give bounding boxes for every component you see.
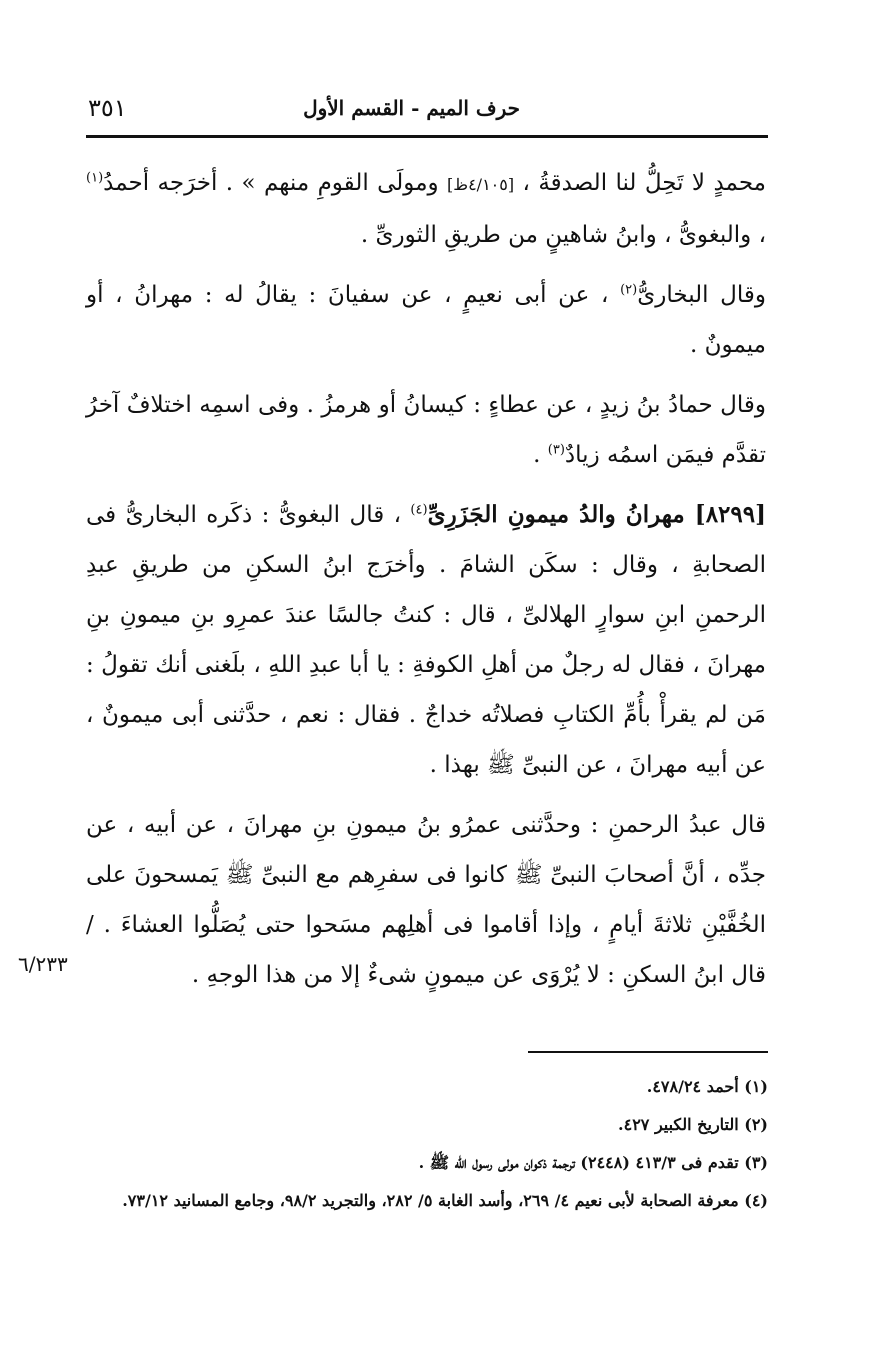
- footnote-2: (٢) التاريخ الكبير ٤٢٧.: [618, 1115, 768, 1134]
- footnote-rule: [528, 1051, 768, 1053]
- footnote-ref-1: (١): [86, 170, 104, 186]
- paragraph-2-text-a: وقال البخارىُّ: [637, 282, 766, 308]
- paragraph-2: [86, 270, 766, 370]
- paragraph-4: [86, 490, 766, 790]
- margin-volume-page-note: ٦/٢٣٣: [18, 952, 68, 976]
- footnote-ref-2: (٢): [620, 282, 638, 298]
- paragraph-4-text: ، قال البغوىُّ : ذكَره البخارىُّ فى الصحابةِ ، وقال : سكَن الشامَ . وأخرَج ابنُ السكنِ من طريقِ عبدِ الرحمنِ ابنِ سوارٍ الهلالىِّ ، قال : كنتُ جالسًا عندَ عمرِو بنِ ميمونِ بنِ مهرانَ ، فقال له رجلٌ من أهلِ الكوفةِ : يا أبا عبدِ اللهِ ، بلَغنى أنك تقولُ : مَن لم يقرأْ بأُمِّ الكتابِ فصلاتُه خداجٌ . فقال : نعم ، حدَّثنى أبى ميمونٌ ، عن أبيه مهرانَ ، عن النبىِّ ﷺ بهذا .: [86, 502, 766, 778]
- paragraph-3-text-a: وقال حمادُ بنُ زيدٍ ، عن عطاءٍ : كيسانُ أو هرمزُ . وفى اسمِه اختلافٌ آخرُ تقدَّم فيمَن اسمُه زيادٌ: [86, 392, 766, 468]
- paragraph-5: [86, 800, 766, 1000]
- paragraph-1-text-a: محمدٍ لا تَحِلُّ لنا الصدقةُ ،: [514, 170, 766, 196]
- manuscript-folio-marker: [٤/١٠٥ظ]: [447, 175, 515, 194]
- main-text: [86, 158, 766, 1010]
- paragraph-1: [86, 158, 766, 260]
- footnote-3: (٣) تقدم فى ٤١٣/٣ (٢٤٤٨) ترجمة ذكوان مولى رسول الله ﷺ .: [418, 1153, 768, 1172]
- paragraph-3: [86, 380, 766, 480]
- footnote-4: (٤) معرفة الصحابة لأبى نعيم ٤/ ٢٦٩، وأسد الغابة ٥/ ٢٨٢، والتجريد ٩٨/٢، وجامع المسانيد ٧٣/١٢.: [122, 1191, 768, 1210]
- page-number: ٣٥١: [88, 94, 127, 122]
- footnotes: [86, 1068, 768, 1220]
- footnote-1: (١) أحمد ٤٧٨/٢٤.: [646, 1077, 768, 1096]
- paragraph-3-text-b: .: [533, 442, 548, 468]
- paragraph-1-text-c: ، والبغوىُّ ، وابنُ شاهينٍ من طريقِ الثورىِّ .: [360, 222, 766, 248]
- running-title: حرف الميم - القسم الأول: [303, 96, 520, 120]
- entry-heading: [٨٢٩٩] مهرانُ والدُ ميمونِ الجَزَرِىِّ: [427, 501, 766, 528]
- page-header: [82, 90, 770, 130]
- paragraph-2-text-b: ، عن أبى نعيمٍ ، عن سفيانَ : يقالُ له : مهرانُ ، أو ميمونٌ .: [86, 282, 766, 358]
- footnote-ref-4: (٤): [410, 502, 428, 518]
- paragraph-5-text: قال عبدُ الرحمنِ : وحدَّثنى عمرُو بنُ ميمونِ بنِ مهرانَ ، عن أبيه ، عن جدِّه ، أنَّ أصحابَ النبىِّ ﷺ كانوا فى سفرِهم مع النبىِّ ﷺ يَمسحونَ على الخُفَّيْنِ ثلاثةَ أيامٍ ، وإذا أقاموا فى أهلِهم مسَحوا حتى يُصَلُّوا العشاءَ . / قال ابنُ السكنِ : لا يُرْوَى عن ميمونٍ شىءٌ إلا من هذا الوجهِ .: [86, 812, 766, 988]
- header-rule: [86, 135, 768, 138]
- paragraph-1-text-b: ومولَى القومِ منهم » . أخرَجه أحمدُ: [103, 170, 448, 196]
- footnote-ref-3: (٣): [547, 442, 565, 458]
